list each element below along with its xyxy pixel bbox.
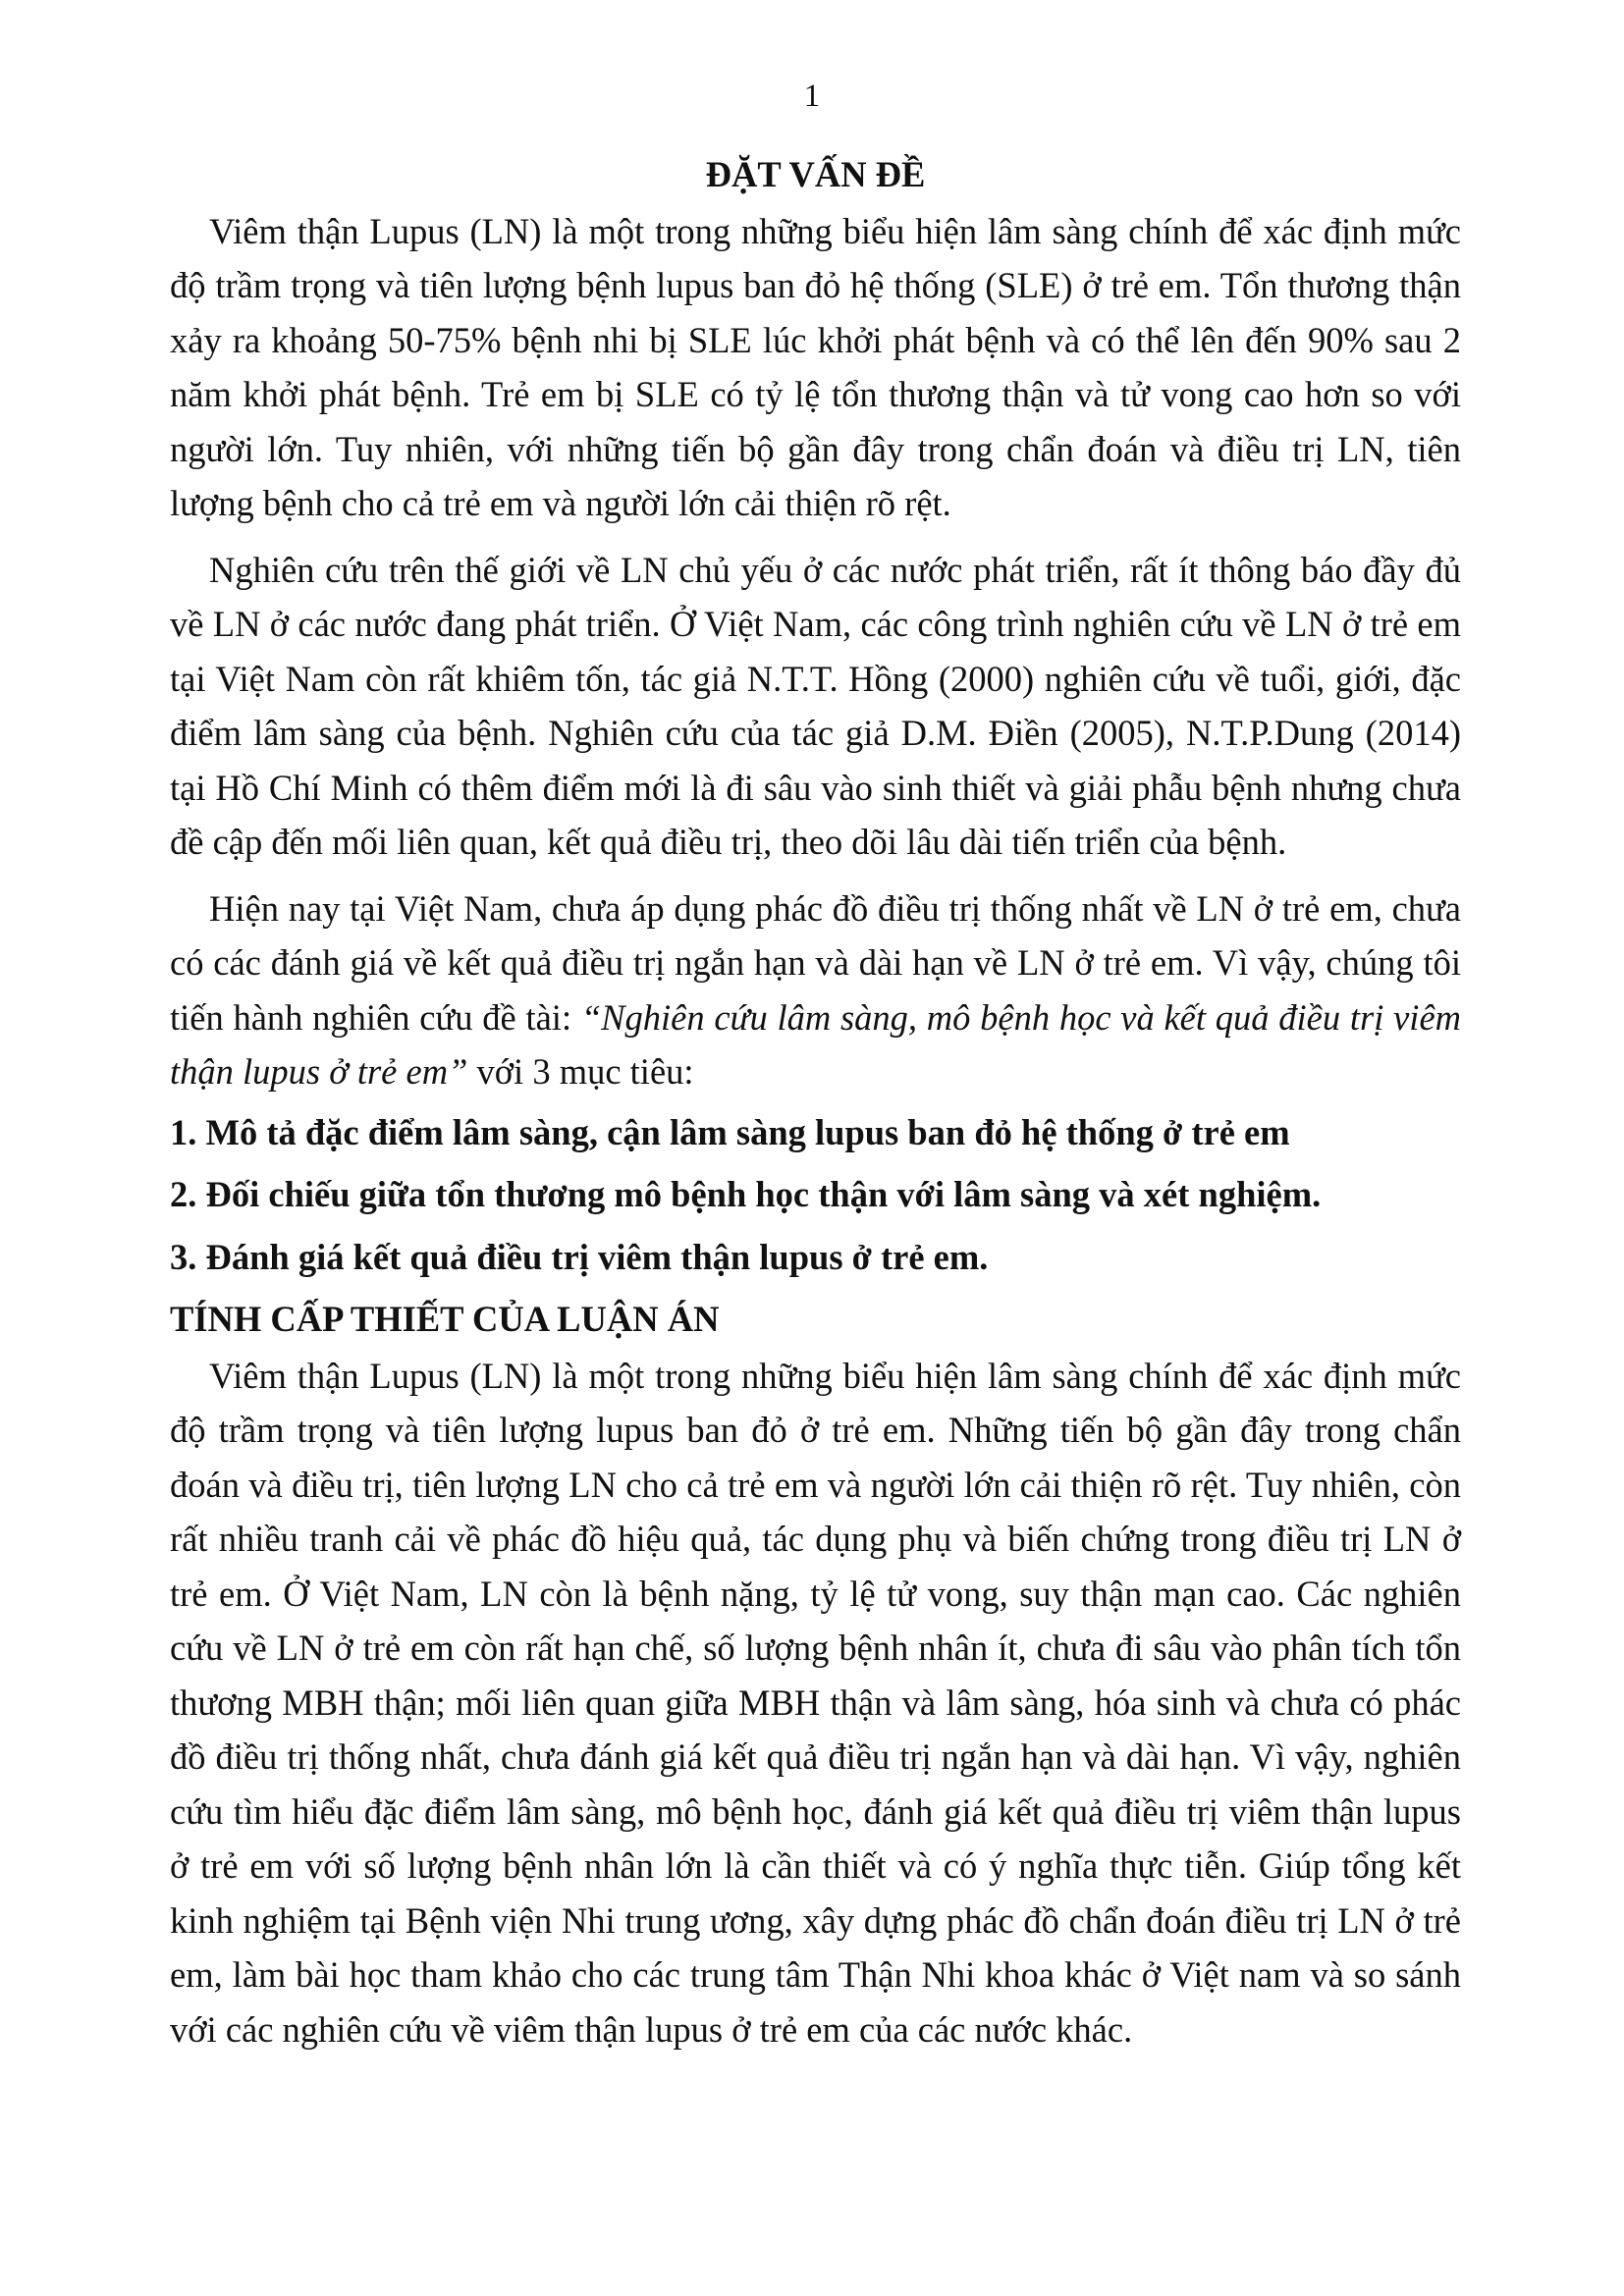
section-title-tinh-cap-thiet: TÍNH CẤP THIẾT CỦA LUẬN ÁN bbox=[170, 1299, 720, 1339]
paragraph-research-status: Nghiên cứu trên thế giới về LN chủ yếu ở các nước phát triển, rất ít thông báo đầy đủ về LN ở các nước đang phát triển. Ở Việt Nam, các công trình nghiên cứu về LN ở trẻ em tại Việt Nam còn rất khiêm tốn, tác giả N.T.T. Hồng (2000) nghiên cứu về tuổi, giới, đặc điểm lâm sàng của bệnh. Nghiên cứu của tác giả D.M. Điền (2005), N.T.P.Dung (2014) tại Hồ Chí Minh có thêm điểm mới là đi sâu vào sinh thiết và giải phẫu bệnh nhưng chưa đề cập đến mối liên quan, kết quả điều trị, theo dõi lâu dài tiến triển của bệnh. bbox=[170, 549, 1461, 862]
paragraph-research-topic bbox=[170, 881, 1461, 1099]
objective-item: 2. Đối chiếu giữa tổn thương mô bệnh học thận với lâm sàng và xét nghiệm. bbox=[170, 1174, 1322, 1214]
paragraph-urgency: Viêm thận Lupus (LN) là một trong những biểu hiện lâm sàng chính để xác định mức độ trầm trọng và tiên lượng lupus ban đỏ ở trẻ em. Những tiến bộ gần đây trong chẩn đoán và điều trị, tiên lượng LN cho cả trẻ em và người lớn cải thiện rõ rệt. Tuy nhiên, còn rất nhiều tranh cải về phác đồ hiệu quả, tác dụng phụ và biến chứng trong điều trị LN ở trẻ em. Ở Việt Nam, LN còn là bệnh nặng, tỷ lệ tử vong, suy thận mạn cao. Các nghiên cứu về LN ở trẻ em còn rất hạn chế, số lượng bệnh nhân ít, chưa đi sâu vào phân tích tổn thương MBH thận; mối liên quan giữa MBH thận và lâm sàng, hóa sinh và chưa có phác đồ điều trị thống nhất, chưa đánh giá kết quả điều trị ngắn hạn và dài hạn. Vì vậy, nghiên cứu tìm hiểu đặc điểm lâm sàng, mô bệnh học, đánh giá kết quả điều trị viêm thận lupus ở trẻ em với số lượng bệnh nhân lớn là cần thiết và có ý nghĩa thực tiễn. Giúp tổng kết kinh nghiệm tại Bệnh viện Nhi trung ương, xây dựng phác đồ chẩn đoán điều trị LN ở trẻ em, làm bài học tham khảo cho các trung tâm Thận Nhi khoa khác ở Việt nam và so sánh với các nghiên cứu về viêm thận lupus ở trẻ em của các nước khác. bbox=[170, 1355, 1461, 2050]
topic-trailing-text: với 3 mục tiêu: bbox=[467, 1051, 694, 1092]
paragraph-intro: Viêm thận Lupus (LN) là một trong những biểu hiện lâm sàng chính để xác định mức độ trầm trọng và tiên lượng bệnh lupus ban đỏ hệ thống (SLE) ở trẻ em. Tổn thương thận xảy ra khoảng 50-75% bệnh nhi bị SLE lúc khởi phát bệnh và có thể lên đến 90% sau 2 năm khởi phát bệnh. Trẻ em bị SLE có tỷ lệ tổn thương thận và tử vong cao hơn so với người lớn. Tuy nhiên, với những tiến bộ gần đây trong chẩn đoán và điều trị LN, tiên lượng bệnh cho cả trẻ em và người lớn cải thiện rõ rệt. bbox=[170, 210, 1461, 523]
objectives-list bbox=[170, 1105, 1461, 1285]
objective-item: 1. Mô tả đặc điểm lâm sàng, cận lâm sàng lupus ban đỏ hệ thống ở trẻ em bbox=[170, 1111, 1290, 1152]
page-content bbox=[170, 147, 1461, 2068]
objective-item: 3. Đánh giá kết quả điều trị viêm thận lupus ở trẻ em. bbox=[170, 1236, 989, 1277]
topic-title: “Nghiên cứu lâm sàng, mô bệnh học và kết quả điều trị viêm thận lupus ở trẻ em” bbox=[170, 996, 1461, 1092]
topic-lead-text: Hiện nay tại Việt Nam, chưa áp dụng phác đồ điều trị thống nhất về LN ở trẻ em, chưa có các đánh giá về kết quả điều trị ngắn hạn và dài hạn về LN ở trẻ em. Vì vậy, chúng tôi tiến hành nghiên cứu đề tài: bbox=[170, 887, 1461, 1038]
section-title-dat-van-de: ĐẶT VẤN ĐỀ bbox=[705, 154, 926, 194]
page-number: 1 bbox=[803, 79, 821, 114]
